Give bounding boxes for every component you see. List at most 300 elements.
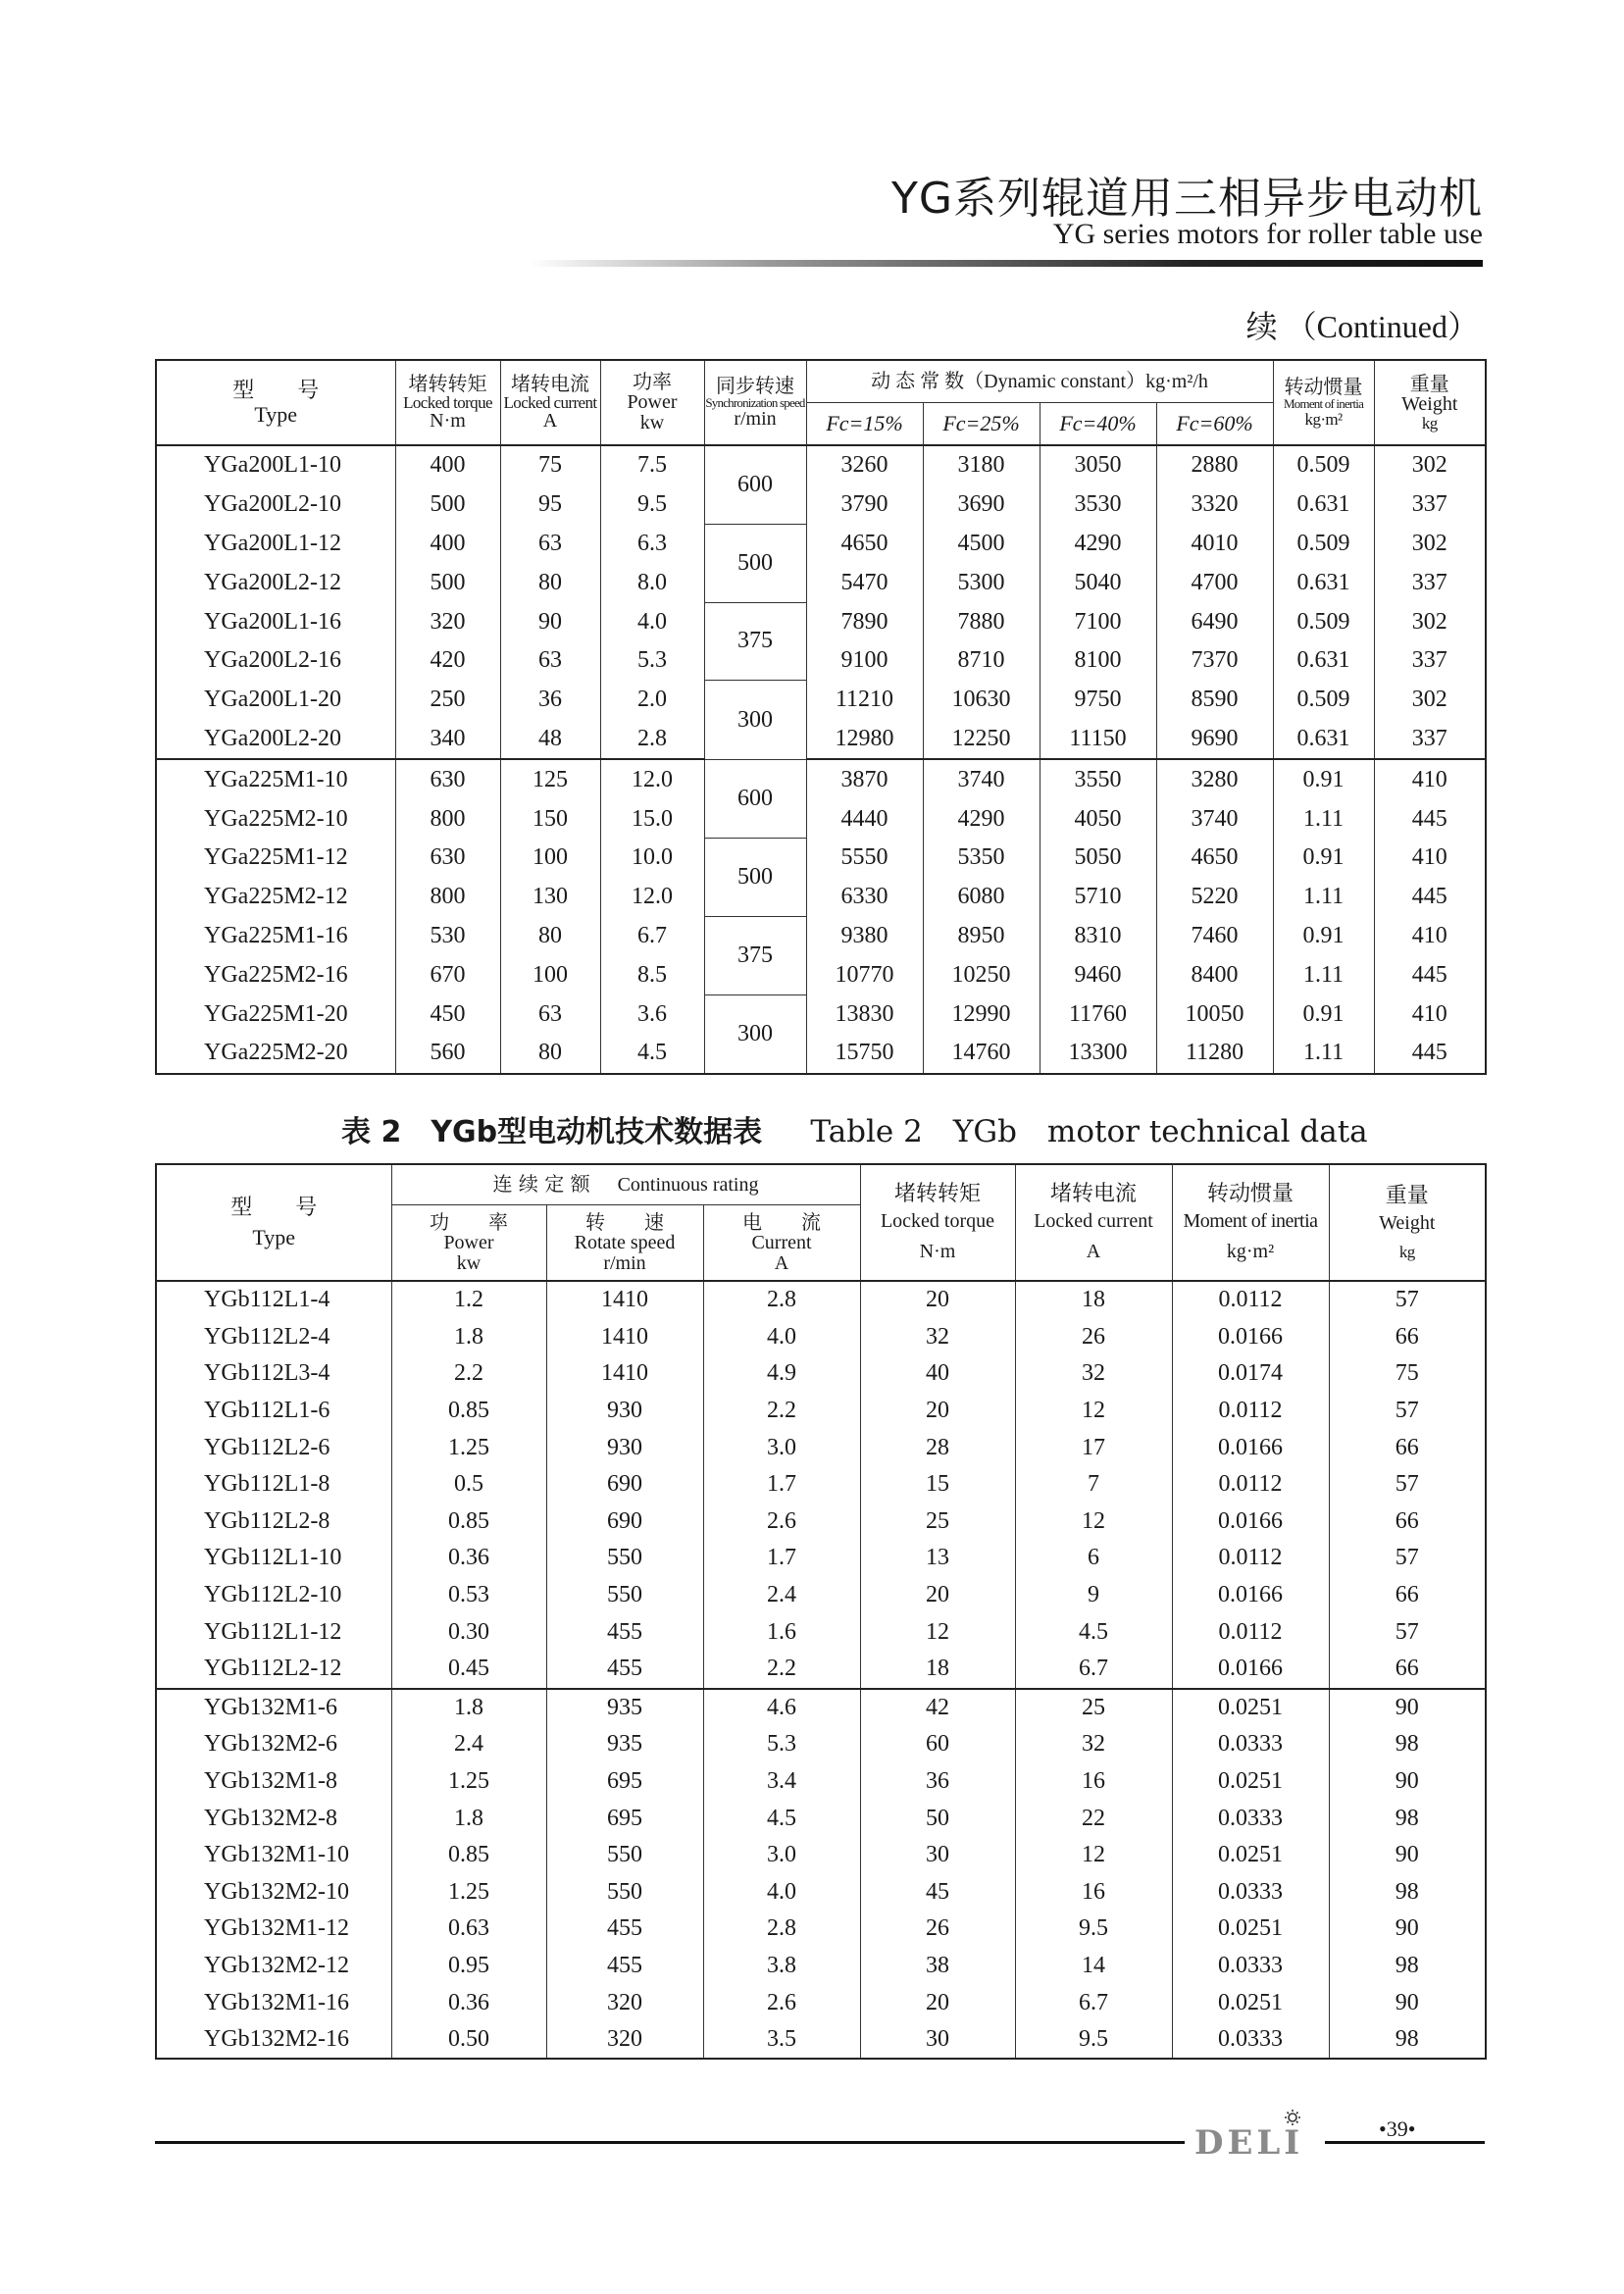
cell-fc60: 3280 <box>1156 759 1273 799</box>
cell-weight: 445 <box>1374 799 1486 839</box>
cell-weight: 66 <box>1329 1319 1486 1356</box>
cell-current: 100 <box>500 955 600 994</box>
cell-torque: 20 <box>860 1281 1015 1319</box>
cell-fc25: 12250 <box>923 720 1040 760</box>
table-row <box>156 1984 1486 2021</box>
cell-fc15: 15750 <box>806 1034 923 1074</box>
continued-label: 续 （Continued） <box>1245 309 1479 344</box>
table-row <box>156 1763 1486 1801</box>
cell-speed: 935 <box>546 1726 703 1763</box>
table-row <box>156 485 1486 525</box>
cell-weight: 57 <box>1329 1613 1486 1651</box>
cell-lcurrent: 6 <box>1015 1540 1172 1577</box>
cell-weight: 302 <box>1374 525 1486 564</box>
cell-type: YGb112L2-6 <box>156 1429 391 1466</box>
cell-power: 2.4 <box>391 1726 546 1763</box>
cell-fc25: 10250 <box>923 955 1040 994</box>
cell-inertia: 0.0166 <box>1172 1651 1329 1689</box>
cell-power: 0.63 <box>391 1911 546 1948</box>
cell-sync-speed: 300 <box>704 681 806 760</box>
cell-inertia: 0.0166 <box>1172 1577 1329 1614</box>
table-row <box>156 1429 1486 1466</box>
col-locked-current: 堵转电流 Locked current A <box>500 360 600 445</box>
cell-power: 6.3 <box>600 525 704 564</box>
cell-torque: 450 <box>395 994 500 1034</box>
cell-inertia: 0.0333 <box>1172 1800 1329 1837</box>
cell-inertia: 0.0251 <box>1172 1763 1329 1801</box>
cell-fc15: 9100 <box>806 641 923 681</box>
cell-power: 0.30 <box>391 1613 546 1651</box>
cell-lcurrent: 32 <box>1015 1726 1172 1763</box>
cell-power: 8.0 <box>600 563 704 602</box>
cell-type: YGb132M1-12 <box>156 1911 391 1948</box>
cell-current: 130 <box>500 878 600 917</box>
cell-speed: 455 <box>546 1948 703 1985</box>
cell-torque: 30 <box>860 1837 1015 1874</box>
cell-power: 0.85 <box>391 1504 546 1541</box>
table-row <box>156 1577 1486 1614</box>
table-row <box>156 641 1486 681</box>
cell-lcurrent: 9 <box>1015 1577 1172 1614</box>
cell-torque: 60 <box>860 1726 1015 1763</box>
cell-weight: 98 <box>1329 1874 1486 1912</box>
cell-power: 0.5 <box>391 1466 546 1504</box>
cell-type: YGb112L2-10 <box>156 1577 391 1614</box>
table-row <box>156 1393 1486 1430</box>
table-row <box>156 1689 1486 1727</box>
table-row <box>156 1504 1486 1541</box>
table-row <box>156 1613 1486 1651</box>
cell-weight: 57 <box>1329 1393 1486 1430</box>
cell-power: 1.8 <box>391 1689 546 1727</box>
cell-current: 80 <box>500 563 600 602</box>
table-row <box>156 445 1486 485</box>
cell-weight: 410 <box>1374 994 1486 1034</box>
cell-weight: 302 <box>1374 445 1486 485</box>
cell-weight: 337 <box>1374 720 1486 760</box>
cell-current: 4.5 <box>703 1800 860 1837</box>
cell-torque: 40 <box>860 1355 1015 1393</box>
cell-inertia: 0.631 <box>1273 720 1374 760</box>
cell-fc25: 10630 <box>923 681 1040 720</box>
table-row <box>156 955 1486 994</box>
cell-torque: 20 <box>860 1984 1015 2021</box>
cell-lcurrent: 16 <box>1015 1763 1172 1801</box>
cell-power: 15.0 <box>600 799 704 839</box>
cell-inertia: 0.509 <box>1273 525 1374 564</box>
col-type: 型 号 Type <box>156 360 395 445</box>
table-row <box>156 2021 1486 2060</box>
cell-weight: 337 <box>1374 563 1486 602</box>
cell-fc40: 3530 <box>1040 485 1156 525</box>
cell-fc60: 8590 <box>1156 681 1273 720</box>
table-row <box>156 1540 1486 1577</box>
cell-inertia: 1.11 <box>1273 799 1374 839</box>
cell-current: 2.8 <box>703 1911 860 1948</box>
table-row <box>156 525 1486 564</box>
cell-sync-speed: 375 <box>704 602 806 681</box>
cell-inertia: 0.0166 <box>1172 1319 1329 1356</box>
cell-torque: 38 <box>860 1948 1015 1985</box>
cell-weight: 90 <box>1329 1837 1486 1874</box>
cell-current: 80 <box>500 1034 600 1074</box>
cell-current: 75 <box>500 445 600 485</box>
cell-weight: 90 <box>1329 1984 1486 2021</box>
cell-fc15: 10770 <box>806 955 923 994</box>
cell-fc60: 3320 <box>1156 485 1273 525</box>
col-fc60: Fc=60% <box>1156 403 1273 446</box>
cell-fc25: 7880 <box>923 602 1040 641</box>
cell-lcurrent: 18 <box>1015 1281 1172 1319</box>
table2-caption <box>341 1106 1368 1150</box>
cell-weight: 410 <box>1374 917 1486 956</box>
cell-inertia: 0.0333 <box>1172 1726 1329 1763</box>
cell-weight: 410 <box>1374 759 1486 799</box>
cell-type: YGb112L1-12 <box>156 1613 391 1651</box>
cell-speed: 930 <box>546 1429 703 1466</box>
cell-lcurrent: 4.5 <box>1015 1613 1172 1651</box>
cell-power: 0.85 <box>391 1393 546 1430</box>
cell-type: YGa225M1-20 <box>156 994 395 1034</box>
cell-speed: 550 <box>546 1577 703 1614</box>
cell-fc60: 10050 <box>1156 994 1273 1034</box>
cell-type: YGb112L2-8 <box>156 1504 391 1541</box>
table-row <box>156 1651 1486 1689</box>
cell-current: 48 <box>500 720 600 760</box>
cell-current: 2.6 <box>703 1504 860 1541</box>
cell-type: YGb132M1-8 <box>156 1763 391 1801</box>
cell-sync-speed: 500 <box>704 525 806 603</box>
table-row <box>156 1800 1486 1837</box>
cell-current: 2.8 <box>703 1281 860 1319</box>
cell-current: 63 <box>500 641 600 681</box>
cell-speed: 550 <box>546 1837 703 1874</box>
cell-fc40: 4290 <box>1040 525 1156 564</box>
col-inertia: 转动惯量 Moment of inertia kg·m² <box>1273 360 1374 445</box>
col-fc40: Fc=40% <box>1040 403 1156 446</box>
cell-weight: 66 <box>1329 1429 1486 1466</box>
cell-torque: 45 <box>860 1874 1015 1912</box>
cell-speed: 690 <box>546 1466 703 1504</box>
cell-power: 1.8 <box>391 1800 546 1837</box>
col-fc25: Fc=25% <box>923 403 1040 446</box>
cell-inertia: 0.0112 <box>1172 1613 1329 1651</box>
cell-fc40: 3050 <box>1040 445 1156 485</box>
cell-fc40: 7100 <box>1040 602 1156 641</box>
cell-speed: 320 <box>546 2021 703 2060</box>
cell-type: YGb132M2-6 <box>156 1726 391 1763</box>
cell-weight: 98 <box>1329 1726 1486 1763</box>
cell-fc25: 3690 <box>923 485 1040 525</box>
cell-torque: 13 <box>860 1540 1015 1577</box>
col-locked-torque: 堵转转矩 Locked torque N·m <box>395 360 500 445</box>
cell-fc25: 5300 <box>923 563 1040 602</box>
cell-lcurrent: 32 <box>1015 1355 1172 1393</box>
cell-lcurrent: 26 <box>1015 1319 1172 1356</box>
cell-inertia: 0.631 <box>1273 641 1374 681</box>
cell-weight: 445 <box>1374 878 1486 917</box>
cell-current: 3.0 <box>703 1837 860 1874</box>
cell-type: YGb112L3-4 <box>156 1355 391 1393</box>
cell-speed: 455 <box>546 1613 703 1651</box>
cell-lcurrent: 7 <box>1015 1466 1172 1504</box>
cell-type: YGb112L1-10 <box>156 1540 391 1577</box>
cell-power: 4.5 <box>600 1034 704 1074</box>
cell-inertia: 0.0166 <box>1172 1504 1329 1541</box>
page-number: •39• <box>1379 2116 1416 2141</box>
cell-torque: 32 <box>860 1319 1015 1356</box>
cell-inertia: 0.91 <box>1273 994 1374 1034</box>
cell-type: YGa200L2-16 <box>156 641 395 681</box>
cell-current: 2.2 <box>703 1393 860 1430</box>
cell-current: 1.6 <box>703 1613 860 1651</box>
cell-fc25: 14760 <box>923 1034 1040 1074</box>
cell-type: YGa200L1-20 <box>156 681 395 720</box>
table2-caption-cn: 表 2 YGb型电动机技术数据表 <box>341 1115 763 1149</box>
cell-weight: 302 <box>1374 681 1486 720</box>
table-row <box>156 759 1486 799</box>
page-title-cn: YG系列辊道用三相异步电动机 <box>891 174 1483 224</box>
cell-power: 12.0 <box>600 759 704 799</box>
cell-weight: 445 <box>1374 1034 1486 1074</box>
table-row <box>156 1281 1486 1319</box>
cell-inertia: 0.0251 <box>1172 1984 1329 2021</box>
cell-fc40: 9460 <box>1040 955 1156 994</box>
cell-speed: 1410 <box>546 1281 703 1319</box>
col-type: 型 号 Type <box>156 1164 391 1281</box>
cell-fc25: 8950 <box>923 917 1040 956</box>
cell-inertia: 1.11 <box>1273 955 1374 994</box>
cell-speed: 935 <box>546 1689 703 1727</box>
cell-type: YGb132M1-10 <box>156 1837 391 1874</box>
cell-inertia: 0.0333 <box>1172 1874 1329 1912</box>
cell-fc40: 11760 <box>1040 994 1156 1034</box>
cell-torque: 500 <box>395 563 500 602</box>
cell-fc40: 9750 <box>1040 681 1156 720</box>
cell-fc15: 3870 <box>806 759 923 799</box>
cell-lcurrent: 16 <box>1015 1874 1172 1912</box>
cell-fc60: 7370 <box>1156 641 1273 681</box>
cell-fc15: 12980 <box>806 720 923 760</box>
cell-speed: 320 <box>546 1984 703 2021</box>
cell-fc40: 8310 <box>1040 917 1156 956</box>
table-ya-continued <box>155 359 1487 1075</box>
cell-fc60: 4650 <box>1156 839 1273 878</box>
cell-weight: 90 <box>1329 1911 1486 1948</box>
cell-power: 10.0 <box>600 839 704 878</box>
cell-power: 6.7 <box>600 917 704 956</box>
cell-speed: 455 <box>546 1651 703 1689</box>
cell-inertia: 0.0112 <box>1172 1466 1329 1504</box>
cell-fc25: 6080 <box>923 878 1040 917</box>
table-row <box>156 1034 1486 1074</box>
cell-fc60: 9690 <box>1156 720 1273 760</box>
cell-fc15: 4650 <box>806 525 923 564</box>
col-weight: 重量 Weight kg <box>1329 1164 1486 1281</box>
cell-weight: 66 <box>1329 1577 1486 1614</box>
cell-lcurrent: 14 <box>1015 1948 1172 1985</box>
cell-lcurrent: 22 <box>1015 1800 1172 1837</box>
col-power: 功率 Power kw <box>600 360 704 445</box>
cell-power: 0.36 <box>391 1540 546 1577</box>
cell-current: 2.6 <box>703 1984 860 2021</box>
col-weight: 重量 Weight kg <box>1374 360 1486 445</box>
cell-type: YGa225M2-10 <box>156 799 395 839</box>
cell-power: 4.0 <box>600 602 704 641</box>
table-row <box>156 1948 1486 1985</box>
cell-type: YGa225M2-12 <box>156 878 395 917</box>
cell-weight: 98 <box>1329 2021 1486 2060</box>
cell-fc15: 3260 <box>806 445 923 485</box>
cell-fc60: 5220 <box>1156 878 1273 917</box>
cell-weight: 90 <box>1329 1763 1486 1801</box>
cell-inertia: 0.0333 <box>1172 1948 1329 1985</box>
cell-speed: 695 <box>546 1763 703 1801</box>
cell-inertia: 0.509 <box>1273 602 1374 641</box>
cell-fc25: 5350 <box>923 839 1040 878</box>
cell-type: YGa225M1-12 <box>156 839 395 878</box>
cell-weight: 98 <box>1329 1948 1486 1985</box>
cell-type: YGb112L1-6 <box>156 1393 391 1430</box>
cell-fc40: 5710 <box>1040 878 1156 917</box>
cell-inertia: 0.509 <box>1273 445 1374 485</box>
cell-torque: 800 <box>395 878 500 917</box>
cell-lcurrent: 9.5 <box>1015 2021 1172 2060</box>
cell-type: YGa200L1-16 <box>156 602 395 641</box>
col-inertia: 转动惯量 Moment of inertia kg·m² <box>1172 1164 1329 1281</box>
cell-current: 80 <box>500 917 600 956</box>
cell-fc25: 8710 <box>923 641 1040 681</box>
col-sync-speed: 同步转速 Synchronization speed r/min <box>704 360 806 445</box>
cell-power: 7.5 <box>600 445 704 485</box>
cell-fc40: 3550 <box>1040 759 1156 799</box>
cell-fc40: 5040 <box>1040 563 1156 602</box>
cell-weight: 410 <box>1374 839 1486 878</box>
cell-weight: 75 <box>1329 1355 1486 1393</box>
cell-power: 5.3 <box>600 641 704 681</box>
table-row <box>156 917 1486 956</box>
cell-fc60: 7460 <box>1156 917 1273 956</box>
cell-current: 2.4 <box>703 1577 860 1614</box>
cell-torque: 15 <box>860 1466 1015 1504</box>
cell-current: 150 <box>500 799 600 839</box>
col-continuous-rating: 连 续 定 额 Continuous rating <box>391 1164 860 1205</box>
cell-weight: 66 <box>1329 1651 1486 1689</box>
table-ygb-data <box>155 1163 1487 2060</box>
cell-type: YGb112L2-12 <box>156 1651 391 1689</box>
cell-current: 1.7 <box>703 1466 860 1504</box>
cell-inertia: 0.91 <box>1273 759 1374 799</box>
cell-inertia: 0.0112 <box>1172 1393 1329 1430</box>
cell-fc60: 11280 <box>1156 1034 1273 1074</box>
cell-torque: 630 <box>395 839 500 878</box>
cell-power: 0.95 <box>391 1948 546 1985</box>
table-row <box>156 1837 1486 1874</box>
cell-type: YGb112L1-8 <box>156 1466 391 1504</box>
cell-speed: 455 <box>546 1911 703 1948</box>
cell-speed: 550 <box>546 1874 703 1912</box>
cell-power: 0.50 <box>391 2021 546 2060</box>
col-power: 功 率 Power kw <box>391 1205 546 1282</box>
cell-torque: 670 <box>395 955 500 994</box>
cell-power: 12.0 <box>600 878 704 917</box>
cell-current: 90 <box>500 602 600 641</box>
cell-current: 36 <box>500 681 600 720</box>
cell-current: 4.9 <box>703 1355 860 1393</box>
cell-torque: 420 <box>395 641 500 681</box>
cell-fc25: 4500 <box>923 525 1040 564</box>
cell-torque: 630 <box>395 759 500 799</box>
cell-torque: 12 <box>860 1613 1015 1651</box>
cell-weight: 337 <box>1374 485 1486 525</box>
table-row <box>156 602 1486 641</box>
cell-inertia: 0.631 <box>1273 563 1374 602</box>
cell-torque: 530 <box>395 917 500 956</box>
cell-current: 3.8 <box>703 1948 860 1985</box>
cell-torque: 340 <box>395 720 500 760</box>
cell-torque: 42 <box>860 1689 1015 1727</box>
page-title-en: YG series motors for roller table use <box>1052 218 1483 250</box>
cell-inertia: 1.11 <box>1273 878 1374 917</box>
cell-torque: 250 <box>395 681 500 720</box>
cell-weight: 98 <box>1329 1800 1486 1837</box>
cell-fc60: 3740 <box>1156 799 1273 839</box>
footer-rule-left <box>155 2141 1185 2144</box>
cell-sync-speed: 500 <box>704 839 806 917</box>
cell-weight: 445 <box>1374 955 1486 994</box>
cell-power: 1.2 <box>391 1281 546 1319</box>
deli-logo <box>1191 2109 1318 2160</box>
cell-torque: 25 <box>860 1504 1015 1541</box>
table-row <box>156 1874 1486 1912</box>
cell-lcurrent: 12 <box>1015 1504 1172 1541</box>
cell-fc15: 6330 <box>806 878 923 917</box>
cell-type: YGb132M2-16 <box>156 2021 391 2060</box>
cell-inertia: 0.0174 <box>1172 1355 1329 1393</box>
table-row <box>156 681 1486 720</box>
cell-inertia: 0.0112 <box>1172 1540 1329 1577</box>
cell-current: 125 <box>500 759 600 799</box>
cell-lcurrent: 25 <box>1015 1689 1172 1727</box>
cell-fc40: 13300 <box>1040 1034 1156 1074</box>
cell-weight: 57 <box>1329 1540 1486 1577</box>
cell-current: 95 <box>500 485 600 525</box>
cell-type: YGb112L1-4 <box>156 1281 391 1319</box>
cell-current: 1.7 <box>703 1540 860 1577</box>
cell-inertia: 0.0166 <box>1172 1429 1329 1466</box>
col-current: 电 流 Current A <box>703 1205 860 1282</box>
table-row <box>156 720 1486 760</box>
col-fc15: Fc=15% <box>806 403 923 446</box>
cell-lcurrent: 9.5 <box>1015 1911 1172 1948</box>
cell-current: 5.3 <box>703 1726 860 1763</box>
deli-logo-text: DELI <box>1194 2123 1304 2160</box>
cell-type: YGa225M1-16 <box>156 917 395 956</box>
cell-fc25: 3740 <box>923 759 1040 799</box>
cell-power: 1.8 <box>391 1319 546 1356</box>
cell-torque: 320 <box>395 602 500 641</box>
cell-torque: 28 <box>860 1429 1015 1466</box>
cell-inertia: 0.0251 <box>1172 1689 1329 1727</box>
cell-speed: 930 <box>546 1393 703 1430</box>
cell-torque: 500 <box>395 485 500 525</box>
cell-power: 0.85 <box>391 1837 546 1874</box>
cell-fc60: 4010 <box>1156 525 1273 564</box>
table2-caption-en: Table 2 YGb motor technical data <box>810 1114 1368 1149</box>
cell-fc40: 4050 <box>1040 799 1156 839</box>
table-row <box>156 878 1486 917</box>
table-row <box>156 1726 1486 1763</box>
